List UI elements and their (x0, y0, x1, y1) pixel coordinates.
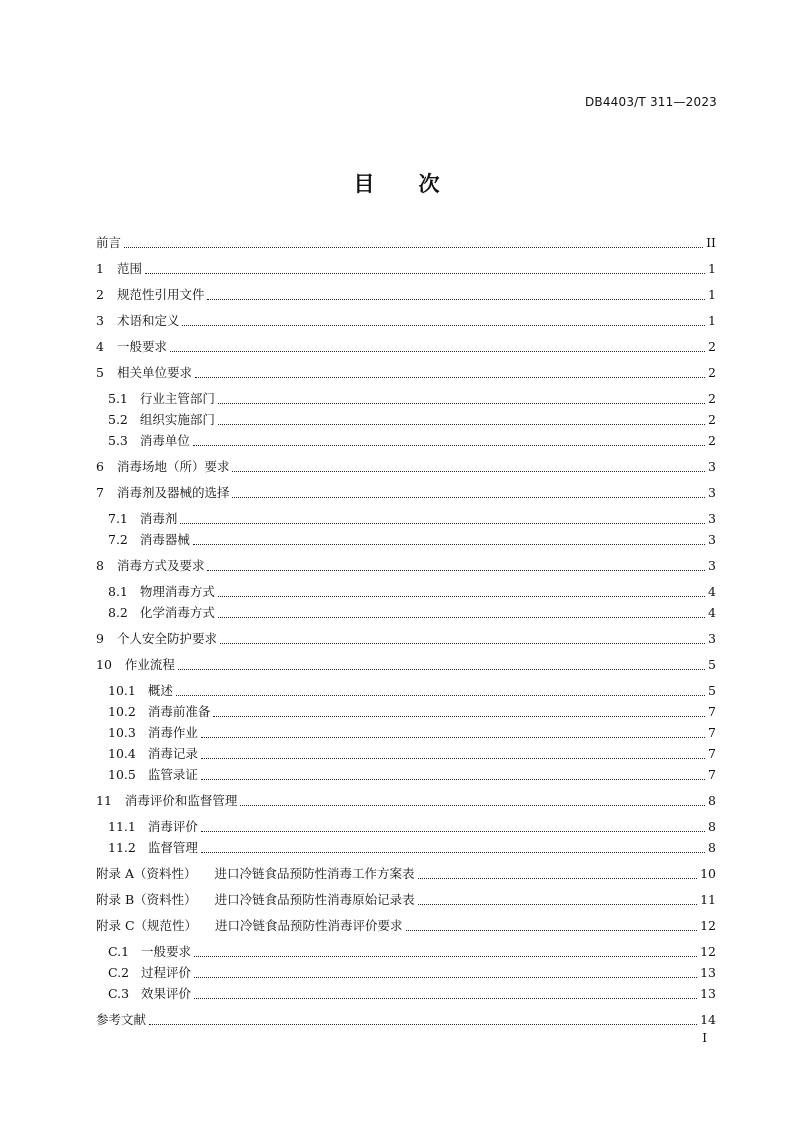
toc-entry-label: 消毒剂 (139, 511, 178, 526)
toc-entry-number: 附录 C（规范性） (96, 918, 198, 933)
toc-entry-page: 8 (708, 839, 716, 855)
toc-entry[interactable] (96, 482, 716, 502)
toc-entry-page: 7 (708, 703, 716, 719)
dot-leader (194, 977, 697, 978)
dot-leader (194, 956, 697, 957)
toc-entry-page: 12 (700, 917, 716, 933)
dot-leader (145, 273, 705, 274)
toc-entry[interactable] (96, 362, 716, 382)
toc-entry-page: 4 (708, 583, 716, 599)
toc-entry-number: 5.1 (108, 390, 128, 406)
toc-entry-number: 11 (96, 792, 112, 808)
dot-leader (182, 325, 705, 326)
dot-leader (240, 805, 705, 806)
toc-entry[interactable] (96, 232, 716, 252)
toc-entry-page: 3 (708, 557, 716, 573)
toc-entry-number: 11.2 (108, 839, 136, 855)
toc-entry-page: 2 (708, 411, 716, 427)
toc-entry-label: 消毒评价 (147, 819, 198, 834)
toc-entry-label: 消毒记录 (147, 746, 198, 761)
toc-entry-label: 进口冷链食品预防性消毒评价要求 (215, 918, 403, 933)
toc-entry-page: 7 (708, 766, 716, 782)
toc-entry-number: 3 (96, 312, 104, 328)
toc-entry-label: 参考文献 (96, 1012, 147, 1027)
toc-entry-number: 2 (96, 286, 104, 302)
dot-leader (232, 497, 705, 498)
toc-entry-page: 2 (708, 390, 716, 406)
toc-entry[interactable] (96, 628, 716, 648)
dot-leader (218, 596, 705, 597)
toc-subentry[interactable] (108, 529, 716, 549)
toc-entry-number: 7 (96, 484, 104, 500)
page-title (0, 168, 793, 198)
dot-leader (193, 544, 705, 545)
toc-entry-label: 消毒作业 (147, 725, 198, 740)
toc-subentry[interactable] (108, 743, 716, 763)
toc-entry-page: 2 (708, 432, 716, 448)
dot-leader (418, 904, 697, 905)
toc-entry-label: 物理消毒方式 (139, 584, 215, 599)
footer-page-number: I (702, 1031, 707, 1045)
toc-entry-label: 行业主管部门 (139, 391, 215, 406)
toc-entry-page: II (706, 234, 716, 250)
toc-entry-page: 2 (708, 338, 716, 354)
toc-entry-number: 10.1 (108, 682, 136, 698)
dot-leader (201, 779, 705, 780)
toc-subentry[interactable] (108, 941, 716, 961)
toc-entry-label: 消毒单位 (139, 433, 190, 448)
toc-entry-page: 3 (708, 458, 716, 474)
toc-entry-page: 11 (700, 891, 716, 907)
toc-entry[interactable] (96, 790, 716, 810)
toc-entry-label: 化学消毒方式 (139, 605, 215, 620)
document-code: DB4403/T 311—2023 (584, 95, 717, 109)
toc-entry-number: 附录 B（资料性） (96, 892, 197, 907)
toc-subentry[interactable] (108, 581, 716, 601)
toc-entry[interactable] (96, 915, 716, 935)
toc-entry-page: 13 (700, 985, 716, 1001)
toc-entry-number: 10.2 (108, 703, 136, 719)
dot-leader (201, 758, 705, 759)
toc-entry-label: 范围 (116, 261, 142, 276)
toc-entry-number: 5 (96, 364, 104, 380)
toc-entry-label: 前言 (96, 235, 122, 250)
toc-entry-number: 8.2 (108, 604, 128, 620)
toc-entry-page: 4 (708, 604, 716, 620)
dot-leader (170, 351, 705, 352)
toc-entry-page: 14 (700, 1011, 716, 1027)
dot-leader (201, 831, 705, 832)
toc-entry-label: 术语和定义 (116, 313, 180, 328)
toc-subentry[interactable] (108, 430, 716, 450)
toc-entry-label: 消毒场地（所）要求 (116, 459, 230, 474)
toc-entry-number: 10.4 (108, 745, 136, 761)
toc-subentry[interactable] (108, 701, 716, 721)
dot-leader (220, 643, 705, 644)
toc-entry-label: 个人安全防护要求 (116, 631, 217, 646)
toc-subentry[interactable] (108, 388, 716, 408)
dot-leader (124, 247, 703, 248)
dot-leader (149, 1024, 697, 1025)
toc-entry-label: 组织实施部门 (139, 412, 215, 427)
toc-entry-label: 监督管理 (147, 840, 198, 855)
toc-entry-page: 1 (708, 260, 716, 276)
dot-leader (418, 878, 698, 879)
toc-subentry[interactable] (108, 962, 716, 982)
toc-entry-label: 消毒方式及要求 (116, 558, 205, 573)
title-char-2: 次 (418, 172, 440, 196)
toc-entry-number: 7.1 (108, 510, 128, 526)
toc-subentry[interactable] (108, 816, 716, 836)
toc-entry-label: 消毒剂及器械的选择 (116, 485, 230, 500)
toc-entry-number: 7.2 (108, 531, 128, 547)
dot-leader (201, 737, 705, 738)
toc-entry-number: 5.3 (108, 432, 128, 448)
toc-subentry[interactable] (108, 764, 716, 784)
toc-entry-label: 过程评价 (141, 965, 192, 980)
toc-entry[interactable] (96, 310, 716, 330)
toc-entry-page: 1 (708, 312, 716, 328)
dot-leader (195, 377, 705, 378)
toc-entry-number: C.1 (108, 943, 130, 959)
toc-entry-number: 5.2 (108, 411, 128, 427)
dot-leader (176, 695, 705, 696)
toc-entry-number: 8.1 (108, 583, 128, 599)
toc-entry-number: 1 (96, 260, 104, 276)
toc-subentry[interactable] (108, 680, 716, 700)
dot-leader (178, 669, 705, 670)
toc-entry-label: 效果评价 (141, 986, 192, 1001)
toc-subentry[interactable] (108, 409, 716, 429)
toc-entry-number: 11.1 (108, 818, 136, 834)
toc-entry-number: 4 (96, 338, 104, 354)
toc-entry-label: 作业流程 (124, 657, 175, 672)
toc-entry-number: 8 (96, 557, 104, 573)
toc-entry[interactable] (96, 284, 716, 304)
toc-entry-page: 2 (708, 364, 716, 380)
toc-entry-label: 相关单位要求 (116, 365, 192, 380)
toc-entry[interactable] (96, 863, 716, 883)
toc-entry-page: 13 (700, 964, 716, 980)
toc-entry-label: 进口冷链食品预防性消毒原始记录表 (214, 892, 415, 907)
toc-entry-page: 3 (708, 510, 716, 526)
toc-entry-number: C.2 (108, 964, 130, 980)
toc-entry-number: 10.5 (108, 766, 136, 782)
toc-subentry[interactable] (108, 837, 716, 857)
toc-entry-page: 1 (708, 286, 716, 302)
toc-entry[interactable] (96, 258, 716, 278)
toc-subentry[interactable] (108, 508, 716, 528)
toc-entry-number: 10 (96, 656, 112, 672)
toc-entry-page: 12 (700, 943, 716, 959)
dot-leader (232, 471, 705, 472)
dot-leader (218, 424, 705, 425)
toc-entry-page: 3 (708, 531, 716, 547)
toc-entry-number: 6 (96, 458, 104, 474)
toc-subentry[interactable] (108, 722, 716, 742)
toc-entry[interactable] (96, 1009, 716, 1029)
toc-entry-page: 8 (708, 792, 716, 808)
toc-entry-number: 9 (96, 630, 104, 646)
dot-leader (193, 445, 705, 446)
toc-entry-page: 7 (708, 745, 716, 761)
toc-entry-label: 监管录证 (147, 767, 198, 782)
toc-entry-page: 5 (708, 656, 716, 672)
toc-entry-label: 一般要求 (116, 339, 167, 354)
toc-entry[interactable] (96, 456, 716, 476)
toc-entry[interactable] (96, 654, 716, 674)
dot-leader (207, 570, 705, 571)
toc-entry-number: 附录 A（资料性） (96, 866, 197, 881)
dot-leader (406, 930, 698, 931)
toc-entry-number: C.3 (108, 985, 130, 1001)
toc-entry-label: 消毒器械 (139, 532, 190, 547)
toc-entry-page: 10 (700, 865, 716, 881)
toc-entry-label: 消毒前准备 (147, 704, 211, 719)
dot-leader (201, 852, 705, 853)
dot-leader (213, 716, 705, 717)
toc-entry-page: 8 (708, 818, 716, 834)
toc-entry-page: 7 (708, 724, 716, 740)
toc-entry[interactable] (96, 555, 716, 575)
toc-entry[interactable] (96, 336, 716, 356)
toc-subentry[interactable] (108, 602, 716, 622)
toc-entry[interactable] (96, 889, 716, 909)
toc-entry-label: 消毒评价和监督管理 (124, 793, 238, 808)
dot-leader (207, 299, 705, 300)
dot-leader (194, 998, 697, 999)
toc-entry-page: 3 (708, 484, 716, 500)
toc-entry-label: 一般要求 (141, 944, 192, 959)
dot-leader (180, 523, 705, 524)
toc-subentry[interactable] (108, 983, 716, 1003)
toc-entry-label: 规范性引用文件 (116, 287, 205, 302)
dot-leader (218, 403, 705, 404)
toc-entry-label: 进口冷链食品预防性消毒工作方案表 (214, 866, 415, 881)
toc-entry-page: 5 (708, 682, 716, 698)
toc-entry-label: 概述 (147, 683, 173, 698)
toc-entry-number: 10.3 (108, 724, 136, 740)
title-char-1: 目 (353, 172, 375, 196)
toc-entry-page: 3 (708, 630, 716, 646)
dot-leader (218, 617, 705, 618)
